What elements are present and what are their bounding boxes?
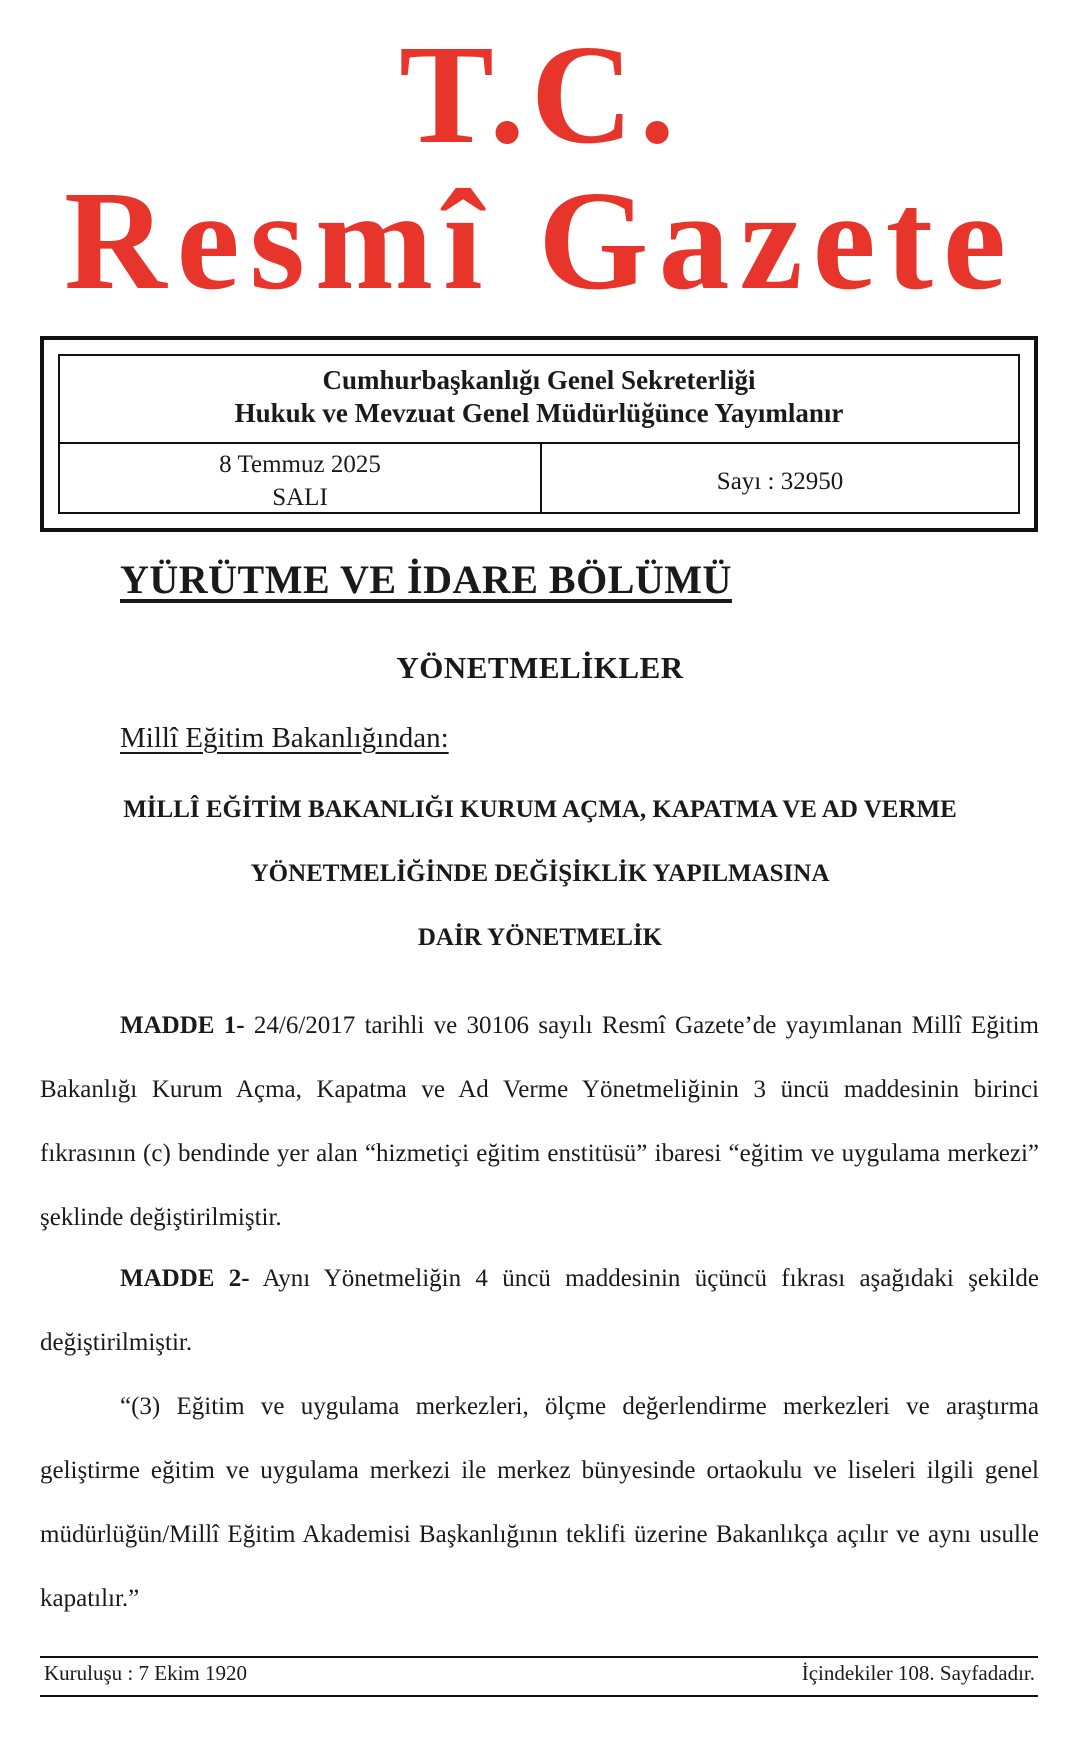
article-2-label: MADDE 2- — [120, 1265, 250, 1292]
regulation-title-line-2: YÖNETMELİĞİNDE DEĞİŞİKLİK YAPILMASINA — [250, 860, 830, 887]
ministry-name: Millî Eğitim Bakanlığından: — [120, 722, 449, 754]
quote-text: “(3) Eğitim ve uygulama merkezleri, ölçme değerlendirme merkezleri ve araştırma geliştirme eğitim ve uygulama merkezi ile merkez bünyesinde ortaokulu ve liseleri ilgili genel müdürlüğün/Millî Eğitim Akademisi Başkanlığının teklifi üzerine Bakanlıkça açılır ve aynı usulle kapatılır.” — [40, 1393, 1039, 1612]
publisher-line-2: Hukuk ve Mevzuat Genel Müdürlüğünce Yayımlanır — [234, 398, 844, 428]
masthead-tc: T.C. — [399, 15, 681, 173]
issue-number: Sayı : 32950 — [716, 468, 844, 495]
publisher-box — [40, 336, 1038, 532]
publication-date-cell — [60, 444, 542, 512]
regulation-title-line-3: DAİR YÖNETMELİK — [417, 924, 663, 951]
article-1-label: MADDE 1- — [120, 1012, 245, 1039]
subsection-title: YÖNETMELİKLER — [396, 650, 684, 685]
masthead-resmi-gazete: Resmî Gazete — [64, 161, 1016, 319]
footer-founded: Kuruluşu : 7 Ekim 1920 — [44, 1661, 247, 1685]
publication-date: 8 Temmuz 2025 — [219, 451, 381, 478]
section-title: YÜRÜTME VE İDARE BÖLÜMÜ — [120, 557, 732, 602]
regulation-title-line-1: MİLLÎ EĞİTİM BAKANLIĞI KURUM AÇMA, KAPATMA VE AD VERME — [123, 796, 957, 823]
amended-paragraph-quote — [40, 1375, 1039, 1631]
article-2 — [40, 1247, 1039, 1375]
article-1-text: 24/6/2017 tarihli ve 30106 sayılı Resmî Gazete’de yayımlanan Millî Eğitim Bakanlığı Kurum Açma, Kapatma ve Ad Verme Yönetmeliğinin 3 üncü maddesinin birinci fıkrasının (c) bendinde yer alan “hizmetiçi eğitim enstitüsü” ibaresi “eğitim ve uygulama merkezi” şeklinde değiştirilmiştir. — [40, 1012, 1039, 1231]
article-1 — [40, 994, 1039, 1250]
publication-weekday: SALI — [272, 484, 328, 511]
publisher-box-inner — [58, 354, 1020, 514]
footer-contents: İçindekiler 108. Sayfadadır. — [801, 1661, 1035, 1685]
publisher-header — [60, 356, 1018, 444]
footer-bottom-rule — [40, 1695, 1038, 1697]
footer-top-rule — [40, 1656, 1038, 1658]
publisher-line-1: Cumhurbaşkanlığı Genel Sekreterliği — [322, 365, 756, 395]
article-2-text: Aynı Yönetmeliğin 4 üncü maddesinin üçüncü fıkrası aşağıdaki şekilde değiştirilmiştir. — [40, 1265, 1040, 1356]
